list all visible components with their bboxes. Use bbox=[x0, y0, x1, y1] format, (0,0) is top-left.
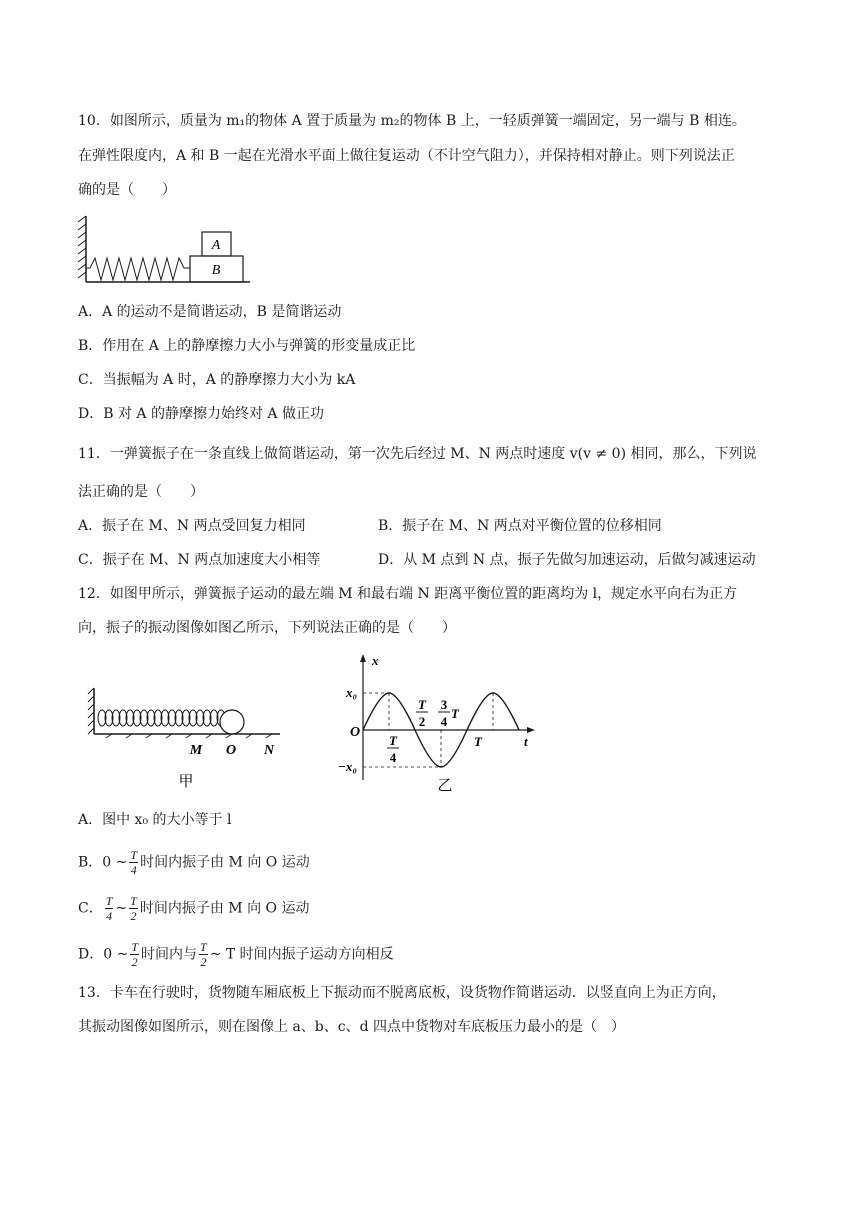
q11-stem-line2: 法正确的是（ ） bbox=[78, 484, 204, 500]
q12-option-b-suffix: 时间内振子由 M 向 O 运动 bbox=[140, 854, 310, 871]
frac-den: 4 bbox=[130, 863, 137, 877]
q12-option-d-fraction-2 bbox=[199, 940, 208, 969]
q12-stem-line1: 12．如图甲所示，弹簧振子运动的最左端 M 和最右端 N 距离平衡位置的距离均为 l，规定水平向右为正方 bbox=[78, 586, 738, 602]
q12-option-d bbox=[78, 940, 394, 969]
block-a-label: A bbox=[211, 238, 221, 253]
x0-label: x₀ bbox=[346, 685, 358, 700]
t-period-label: T bbox=[474, 734, 482, 749]
q12-option-d-middle: 时间内与 bbox=[141, 946, 197, 963]
q12-option-d-fraction-1 bbox=[130, 940, 139, 969]
label-m: M bbox=[189, 743, 203, 758]
q12-option-c-fraction-1 bbox=[105, 894, 114, 923]
three-quarter-den: 4 bbox=[440, 714, 448, 729]
q10-stem-line1: 10．如图所示，质量为 m₁的物体 A 置于质量为 m₂的物体 B 上，一轻质弹簧一端固定，另一端与 B 相连。 bbox=[78, 113, 746, 129]
frac-num: T bbox=[130, 894, 137, 908]
q12-option-c-tilde: ~ bbox=[115, 900, 128, 917]
frac-num: T bbox=[200, 940, 207, 954]
label-o: O bbox=[225, 743, 237, 758]
t-quarter-den: 4 bbox=[389, 750, 397, 765]
q13-stem-line2: 其振动图像如图所示，则在图像上 a、b、c、d 四点中货物对车底板压力最小的是（ ） bbox=[78, 1019, 626, 1035]
t-half-den: 2 bbox=[418, 714, 426, 729]
q12-option-d-prefix: D．0 ~ bbox=[78, 946, 129, 963]
q11-option-c: C．振子在 M、N 两点加速度大小相等 bbox=[78, 552, 321, 568]
frac-num: T bbox=[130, 848, 138, 862]
frac-den: 4 bbox=[106, 909, 113, 923]
q12-option-c-suffix: 时间内振子由 M 向 O 运动 bbox=[139, 900, 310, 917]
frac-num: T bbox=[131, 940, 138, 954]
q13-stem-line1: 13．卡车在行驶时，货物随车厢底板上下振动而不脱离底板，设货物作简谐运动．以竖直向上为正方向， bbox=[78, 985, 726, 1001]
t-quarter-num: T bbox=[389, 733, 397, 748]
frac-num: T bbox=[105, 894, 113, 908]
frac-den: 2 bbox=[200, 955, 207, 969]
q10-option-d: D．B 对 A 的静摩擦力始终对 A 做正功 bbox=[78, 406, 324, 422]
q12-option-c-fraction-2 bbox=[129, 894, 138, 923]
q12-option-c bbox=[78, 894, 309, 923]
t-axis-label: t bbox=[524, 734, 528, 749]
neg-x0-label: −x₀ bbox=[338, 759, 357, 774]
q12-option-d-suffix: ~ T 时间内振子运动方向相反 bbox=[209, 946, 394, 963]
three-quarter-num: 3 bbox=[440, 697, 448, 712]
q12-option-b bbox=[78, 848, 310, 877]
oscillator-ball bbox=[220, 710, 244, 734]
caption-yi: 乙 bbox=[437, 778, 453, 794]
block-b-label: B bbox=[211, 263, 221, 278]
q10-spring-block-figure bbox=[74, 212, 254, 290]
x-axis-label: x bbox=[372, 653, 379, 668]
caption-jia: 甲 bbox=[178, 774, 194, 790]
three-quarter-t: T bbox=[451, 706, 459, 721]
origin-label: O bbox=[350, 725, 361, 740]
q11-option-a: A．振子在 M、N 两点受回复力相同 bbox=[78, 518, 306, 534]
q12-stem-line2: 向，振子的振动图像如图乙所示，下列说法正确的是（ ） bbox=[78, 620, 456, 636]
q12-figure-yi bbox=[332, 650, 542, 795]
q10-option-c: C．当振幅为 A 时，A 的静摩擦力大小为 kA bbox=[78, 372, 356, 388]
q10-stem-line3: 确的是（ ） bbox=[78, 182, 176, 198]
q12-option-b-fraction bbox=[129, 848, 138, 877]
q12-option-a: A．图中 x₀ 的大小等于 l bbox=[78, 812, 232, 828]
q10-option-b: B．作用在 A 上的静摩擦力大小与弹簧的形变量成正比 bbox=[78, 338, 416, 354]
frac-den: 2 bbox=[131, 955, 138, 969]
q12-figure-jia bbox=[86, 682, 286, 792]
q11-stem-line1: 11．一弹簧振子在一条直线上做简谐运动，第一次先后经过 M、N 两点时速度 v(v ≠ 0) 相同，那么，下列说 bbox=[78, 446, 757, 462]
q12-option-b-prefix: B．0 ~ bbox=[78, 854, 128, 871]
t-half-num: T bbox=[418, 697, 426, 712]
q10-stem-line2: 在弹性限度内，A 和 B 一起在光滑水平面上做往复运动（不计空气阻力），并保持相对静止。则下列说法正 bbox=[78, 148, 735, 164]
q12-option-c-prefix: C． bbox=[78, 900, 103, 917]
q10-option-a: A．A 的运动不是简谐运动，B 是简谐运动 bbox=[78, 304, 342, 320]
frac-den: 2 bbox=[130, 909, 137, 923]
q11-option-b: B．振子在 M、N 两点对平衡位置的位移相同 bbox=[378, 518, 662, 534]
label-n: N bbox=[263, 743, 275, 758]
q11-option-d: D．从 M 点到 N 点，振子先做匀加速运动，后做匀减速运动 bbox=[378, 552, 756, 568]
